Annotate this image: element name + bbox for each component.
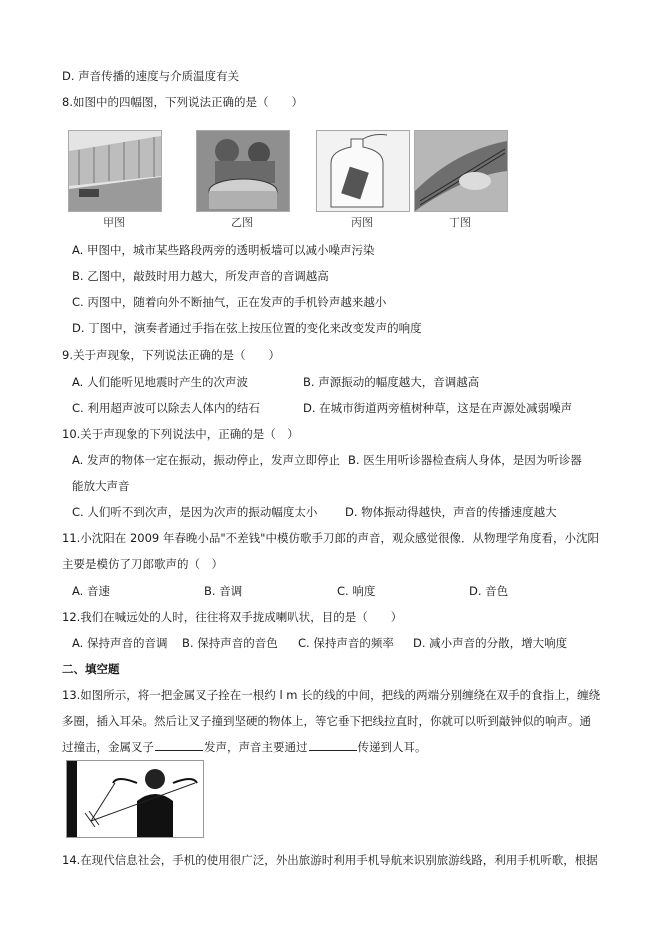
q12-option-a: A. 保持声音的音调 bbox=[72, 636, 168, 650]
q9-option-d: D. 在城市街道两旁植树种草，这是在声源处减弱噪声 bbox=[303, 401, 573, 415]
q8-option-c: C. 丙图中，随着向外不断抽气，正在发声的手机铃声越来越小 bbox=[72, 295, 387, 309]
q13-blank-1[interactable] bbox=[155, 739, 203, 751]
q9-option-b: B. 声源振动的幅度越大，音调越高 bbox=[303, 375, 480, 389]
q8-option-d: D. 丁图中，演奏者通过手指在弦上按压位置的变化来改变发声的响度 bbox=[72, 321, 422, 335]
q8-option-a: A. 甲图中，城市某些路段两旁的透明板墙可以减小噪声污染 bbox=[72, 243, 375, 257]
q10-option-d: D. 物体振动得越快，声音的传播速度越大 bbox=[345, 505, 557, 519]
yi-figure-drum-image bbox=[196, 130, 290, 212]
q10-option-a: A. 发声的物体一定在振动，振动停止，发声立即停止 bbox=[72, 453, 340, 467]
jia-figure-highway-image bbox=[68, 130, 162, 212]
bing-figure-bell-jar-image bbox=[316, 130, 410, 212]
q12-option-b: B. 保持声音的音色 bbox=[182, 636, 278, 650]
q13-text-b: 发声，声音主要通过 bbox=[204, 740, 308, 754]
q13-stem-line2: 多圈，插入耳朵。然后让叉子撞到坚硬的物体上，等它垂下把线拉直时，你就可以听到敲钟似的响声。通 bbox=[62, 714, 591, 728]
q11-option-a: A. 音速 bbox=[72, 584, 110, 598]
q11-stem-line2: 主要是模仿了刀郎歌声的（ ） bbox=[62, 557, 223, 571]
q13-stem-line1: 13.如图所示，将一把金属叉子拴在一根约 l m 长的线的中间，把线的两端分别缠绕在双手的食指上，缠绕 bbox=[62, 688, 601, 702]
q9-option-a: A. 人们能听见地震时产生的次声波 bbox=[72, 375, 248, 389]
q11-option-c: C. 响度 bbox=[337, 584, 376, 598]
q11-stem-line1: 11.小沈阳在 2009 年春晚小品"不差钱"中模仿歌手刀郎的声音，观众感觉很像．从物理学角度看，小沈阳 bbox=[62, 531, 599, 545]
q14-stem-line1: 14.在现代信息社会，手机的使用很广泛，外出旅游时利用手机导航来识别旅游线路，利用手机听歌，根据 bbox=[62, 853, 598, 867]
ding-figure-violin-image bbox=[414, 130, 508, 212]
q8-option-b: B. 乙图中，敲鼓时用力越大，所发声音的音调越高 bbox=[72, 269, 329, 283]
q12-option-d: D. 减小声音的分散，增大响度 bbox=[413, 636, 568, 650]
q7-option-d: D. 声音传播的速度与介质温度有关 bbox=[62, 69, 240, 83]
q9-stem: 9.关于声现象，下列说法正确的是（ ） bbox=[62, 348, 280, 362]
q10-option-b-cont: 能放大声音 bbox=[72, 479, 130, 493]
caption-yi: 乙图 bbox=[231, 216, 253, 229]
q11-option-b: B. 音调 bbox=[204, 584, 243, 598]
caption-bing: 丙图 bbox=[351, 216, 373, 229]
section-fill-in-heading: 二、填空题 bbox=[62, 662, 120, 676]
caption-jia: 甲图 bbox=[103, 216, 125, 229]
q8-figure-row bbox=[66, 130, 506, 230]
q13-stem-line3 bbox=[62, 739, 427, 755]
q8-stem: 8.如图中的四幅图，下列说法正确的是（ ） bbox=[62, 95, 303, 109]
q13-text-c: 传递到人耳。 bbox=[357, 740, 427, 754]
q12-option-c: C. 保持声音的频率 bbox=[298, 636, 394, 650]
q13-fork-figure-image bbox=[66, 760, 204, 838]
q11-option-d: D. 音色 bbox=[469, 584, 509, 598]
q10-option-b: B. 医生用听诊器检查病人身体，是因为听诊器 bbox=[348, 453, 582, 467]
q9-option-c: C. 利用超声波可以除去人体内的结石 bbox=[72, 401, 260, 415]
q13-text-a: 过撞击，金属叉子 bbox=[62, 740, 154, 754]
caption-ding: 丁图 bbox=[449, 216, 471, 229]
q13-blank-2[interactable] bbox=[309, 739, 357, 751]
q10-stem: 10.关于声现象的下列说法中，正确的是（ ） bbox=[62, 427, 299, 441]
q12-stem: 12.我们在喊远处的人时，往往将双手拢成喇叭状，目的是（ ） bbox=[62, 610, 403, 624]
q10-option-c: C. 人们听不到次声，是因为次声的振动幅度太小 bbox=[72, 505, 318, 519]
